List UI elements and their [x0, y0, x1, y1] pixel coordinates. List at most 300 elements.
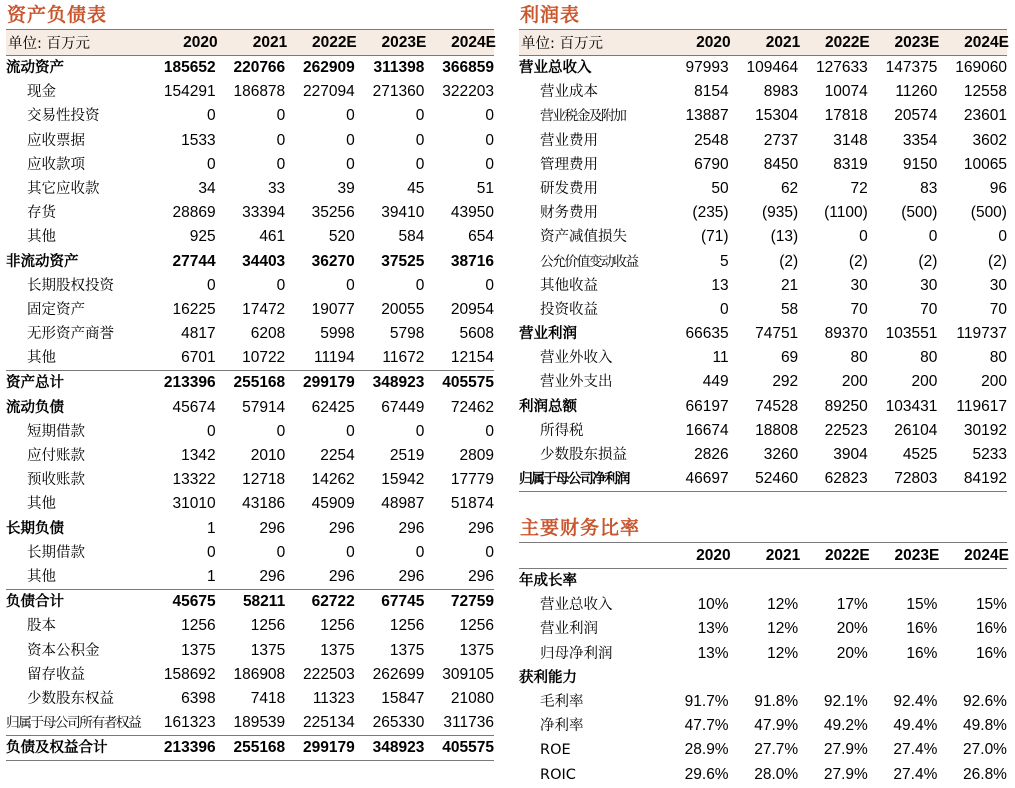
table-row: [6, 346, 494, 370]
row-value: 405575: [442, 374, 494, 392]
row-value: 58211: [242, 593, 286, 611]
row-value: 296: [398, 567, 425, 585]
row-value: 15942: [381, 471, 425, 489]
row-value: 62823: [824, 470, 868, 488]
row-value: 925: [189, 228, 216, 246]
row-value: 62: [780, 179, 799, 197]
row-value: 0: [206, 422, 216, 440]
row-value: 520: [328, 228, 355, 246]
row-value: 366859: [442, 59, 494, 76]
row-value: 20574: [894, 107, 938, 125]
row-value: 11260: [895, 83, 938, 101]
row-label: 营业外支出: [540, 374, 613, 391]
row-value: 16674: [685, 421, 729, 439]
row-value: 103551: [885, 325, 938, 343]
row-label: 负债及权益合计: [6, 740, 108, 757]
row-label: 研发费用: [540, 180, 598, 197]
table-row: [6, 201, 494, 225]
row-value: 222503: [303, 665, 355, 683]
table-row: [519, 569, 1007, 593]
row-value: 12718: [242, 471, 286, 489]
row-label: 长期负债: [6, 520, 64, 537]
row-value: 47.9%: [754, 717, 799, 735]
row-value: (500): [901, 204, 938, 222]
row-label: 营业成本: [540, 84, 598, 101]
row-value: 30: [920, 276, 938, 294]
table-row: [519, 666, 1007, 690]
row-value: 7418: [250, 689, 286, 707]
row-value: 34403: [242, 252, 286, 270]
row-value: 62722: [311, 593, 355, 611]
row-value: 11672: [382, 349, 425, 367]
row-value: (1100): [824, 204, 868, 222]
row-value: 0: [485, 276, 494, 294]
balance-sheet-header: [6, 29, 494, 56]
row-value: 12558: [963, 83, 1007, 101]
row-value: 3354: [902, 131, 938, 149]
row-value: 5998: [320, 325, 355, 343]
row-value: 70: [920, 300, 938, 318]
row-value: 22523: [824, 421, 868, 439]
row-value: 0: [276, 107, 286, 125]
row-value: 1375: [389, 641, 425, 659]
row-value: 37525: [381, 252, 425, 270]
row-label: 股本: [27, 618, 56, 635]
table-row: [6, 153, 494, 177]
row-value: 17818: [824, 107, 868, 125]
row-value: 0: [206, 107, 216, 125]
row-value: 161323: [163, 714, 216, 732]
row-value: 12%: [767, 644, 799, 662]
row-value: 0: [415, 131, 425, 149]
table-row: [6, 420, 494, 444]
row-value: 66635: [685, 325, 729, 343]
row-value: 189539: [233, 714, 286, 732]
row-value: 16%: [975, 644, 1007, 662]
row-value: 72: [850, 179, 868, 197]
row-value: 0: [415, 543, 425, 561]
row-value: 74751: [755, 325, 799, 343]
row-value: 92.4%: [893, 692, 938, 710]
row-label: 短期借款: [27, 423, 85, 440]
table-row: [6, 80, 494, 104]
table-row: [519, 617, 1007, 641]
row-value: 13%: [697, 620, 729, 638]
row-value: 1256: [320, 617, 355, 635]
row-value: 200: [911, 373, 938, 391]
table-row: [6, 468, 494, 492]
income-statement-title: 利润表: [520, 4, 581, 26]
row-value: 70: [989, 300, 1007, 318]
row-value: 23601: [963, 107, 1007, 125]
row-value: 449: [702, 373, 729, 391]
row-value: 169060: [955, 59, 1007, 76]
row-value: 15%: [906, 596, 938, 614]
row-label: 营业利润: [519, 326, 577, 343]
row-value: 13%: [697, 644, 729, 662]
row-label: 营业总收入: [540, 597, 613, 614]
row-label: ROIC: [540, 766, 576, 783]
row-value: 91.8%: [754, 692, 799, 710]
table-row: [6, 663, 494, 687]
row-value: 296: [259, 519, 286, 537]
row-value: 4817: [181, 325, 216, 343]
row-value: 67449: [381, 398, 425, 416]
table-row: [6, 687, 494, 711]
row-value: 92.6%: [963, 692, 1007, 710]
row-label: 营业总收入: [519, 60, 592, 76]
row-value: 70: [850, 300, 868, 318]
row-value: (2): [918, 252, 938, 270]
row-value: 49.4%: [893, 717, 938, 735]
row-value: 13: [711, 276, 729, 294]
row-label: 归属于母公司所有者权益: [6, 715, 141, 732]
row-value: 28.9%: [684, 741, 729, 759]
row-label: 非流动资产: [6, 253, 79, 270]
row-label: 获利能力: [519, 669, 577, 686]
row-value: 0: [415, 422, 425, 440]
row-value: 28.0%: [754, 765, 799, 783]
row-value: 27.0%: [963, 741, 1007, 759]
row-value: 45675: [172, 593, 216, 611]
row-value: 296: [328, 519, 355, 537]
row-value: 2548: [694, 131, 729, 149]
ratios-title: 主要财务比率: [520, 517, 641, 539]
row-value: 1256: [181, 617, 216, 635]
row-value: 36270: [311, 252, 355, 270]
row-value: 72462: [450, 398, 494, 416]
row-value: 12154: [450, 349, 494, 367]
table-row: [519, 104, 1007, 128]
row-value: 292: [772, 373, 799, 391]
row-label: 少数股东损益: [540, 447, 627, 463]
row-value: 127633: [816, 59, 868, 76]
row-value: 158692: [163, 665, 216, 683]
income-statement-rows: [519, 56, 1007, 492]
row-value: 654: [468, 228, 494, 246]
table-row: [519, 56, 1007, 80]
table-row: [6, 129, 494, 153]
row-value: 8319: [833, 155, 868, 173]
row-value: 186908: [233, 665, 286, 683]
row-value: 33394: [242, 204, 286, 222]
row-value: 11: [712, 349, 729, 367]
row-value: 84192: [963, 470, 1007, 488]
row-value: 0: [276, 276, 286, 294]
table-row: [519, 370, 1007, 394]
row-value: 47.7%: [684, 717, 729, 735]
year-header: 2022E: [824, 546, 870, 564]
row-value: 28869: [172, 204, 216, 222]
row-label: 存货: [27, 205, 56, 222]
income-statement-header: [519, 29, 1007, 56]
row-value: 0: [276, 155, 286, 173]
row-value: 213396: [163, 739, 216, 757]
year-header: 2023E: [381, 33, 427, 51]
row-value: 14262: [311, 471, 355, 489]
row-value: 5798: [389, 325, 425, 343]
row-value: 20954: [450, 300, 494, 318]
row-value: 12%: [767, 620, 799, 638]
table-row: [6, 274, 494, 298]
row-value: 74528: [755, 397, 799, 415]
row-value: 119617: [956, 397, 1007, 415]
row-value: 43950: [450, 204, 494, 222]
row-value: 21080: [450, 689, 494, 707]
table-row: [519, 690, 1007, 714]
row-label: 资本公积金: [27, 642, 100, 659]
row-value: 89250: [824, 397, 868, 415]
row-value: 405575: [442, 739, 494, 757]
row-value: 69: [780, 349, 799, 367]
row-value: 15847: [381, 689, 425, 707]
row-value: 15%: [975, 596, 1007, 614]
row-label: 营业利润: [540, 621, 598, 638]
row-value: 0: [206, 543, 216, 561]
row-value: 34: [198, 179, 216, 197]
row-value: 119737: [956, 325, 1007, 343]
row-label: 资产减值损失: [540, 229, 627, 246]
row-value: 48987: [381, 495, 425, 513]
row-label: 应收票据: [27, 132, 85, 149]
table-row: [6, 298, 494, 322]
row-value: 584: [398, 228, 425, 246]
table-row: [6, 444, 494, 468]
table-row: [519, 467, 1007, 492]
row-value: 1256: [459, 617, 494, 635]
row-value: 461: [259, 228, 286, 246]
row-value: 39: [337, 179, 355, 197]
table-row: [519, 153, 1007, 177]
row-value: 20%: [836, 620, 868, 638]
row-value: 72759: [450, 593, 494, 611]
row-value: (13): [770, 228, 799, 246]
row-value: 0: [485, 422, 494, 440]
row-value: 348923: [372, 739, 425, 757]
table-row: [519, 346, 1007, 370]
row-value: 80: [920, 349, 938, 367]
table-row: [519, 322, 1007, 346]
row-label: 营业费用: [540, 132, 598, 149]
row-value: 311398: [373, 59, 425, 76]
table-row: [6, 639, 494, 663]
row-value: 72803: [894, 470, 938, 488]
row-value: (235): [692, 204, 729, 222]
table-row: [6, 322, 494, 346]
year-header: 2024E: [964, 546, 1009, 564]
row-label: 流动负债: [6, 399, 64, 416]
row-value: 11323: [312, 689, 355, 707]
row-value: 58: [780, 300, 799, 318]
unit-label: 单位: 百万元: [521, 36, 603, 52]
row-value: 0: [415, 107, 425, 125]
row-value: 45: [407, 179, 425, 197]
row-value: 13887: [685, 107, 729, 125]
row-label: 留存收益: [27, 666, 85, 683]
row-value: 13322: [172, 471, 216, 489]
row-value: 0: [415, 276, 425, 294]
row-value: 20%: [836, 644, 868, 662]
table-row: [519, 642, 1007, 666]
table-row: [6, 517, 494, 541]
row-label: 利润总额: [519, 398, 577, 415]
row-value: 10722: [242, 349, 286, 367]
row-value: 0: [206, 155, 216, 173]
table-row: [6, 396, 494, 420]
year-header: 2024E: [451, 33, 496, 51]
row-value: 8983: [763, 83, 799, 101]
row-label: 资产总计: [6, 375, 64, 392]
row-value: 0: [415, 155, 425, 173]
row-value: 271360: [372, 83, 425, 101]
table-row: [6, 104, 494, 128]
row-value: 43186: [242, 495, 286, 513]
row-value: 0: [485, 131, 494, 149]
row-value: 27.7%: [754, 741, 799, 759]
row-label: 其他: [27, 229, 56, 246]
row-label: 无形资产商誉: [27, 326, 114, 343]
row-value: 62425: [311, 398, 355, 416]
row-label: 应付账款: [27, 448, 85, 464]
row-value: 296: [468, 519, 494, 537]
row-value: 1: [206, 567, 216, 585]
row-value: 147375: [885, 59, 938, 76]
row-value: 265330: [372, 714, 425, 732]
year-header: 2020: [696, 33, 731, 51]
row-value: 5233: [972, 446, 1007, 463]
row-value: 186878: [233, 83, 286, 101]
table-row: [519, 298, 1007, 322]
year-header: 2020: [183, 33, 218, 51]
row-value: 322203: [442, 83, 494, 101]
table-row: [6, 589, 494, 614]
row-value: 1256: [389, 617, 425, 635]
row-value: 200: [981, 373, 1007, 391]
row-label: 其他: [27, 350, 56, 367]
table-row: [519, 763, 1007, 787]
row-value: 220766: [233, 59, 286, 76]
row-value: 31010: [172, 495, 216, 513]
table-row: [6, 541, 494, 565]
row-value: 10065: [963, 155, 1007, 173]
row-value: 299179: [303, 374, 355, 392]
table-row: [519, 250, 1007, 274]
row-value: 12%: [767, 596, 799, 614]
row-label: 归母净利润: [540, 645, 613, 662]
row-label: 其他: [27, 568, 56, 585]
row-value: 30: [850, 276, 868, 294]
row-value: 45674: [172, 398, 216, 416]
row-value: 49.2%: [823, 717, 868, 735]
row-value: 1256: [250, 617, 286, 635]
row-value: 154291: [163, 83, 216, 101]
row-value: 10074: [824, 83, 868, 101]
row-value: 255168: [233, 739, 286, 757]
row-value: 309105: [442, 665, 494, 683]
row-value: 1533: [181, 131, 216, 149]
row-value: 2737: [763, 131, 799, 149]
row-value: 51874: [450, 495, 494, 513]
row-value: 27.4%: [893, 741, 938, 759]
row-value: 2254: [320, 447, 355, 464]
row-value: 6790: [694, 155, 729, 173]
row-label: 固定资产: [27, 301, 85, 318]
row-value: 30192: [963, 421, 1007, 439]
row-value: 6398: [181, 689, 216, 707]
row-value: 262699: [372, 665, 425, 683]
row-value: 255168: [233, 374, 286, 392]
row-value: 80: [850, 349, 868, 367]
row-value: 296: [398, 519, 425, 537]
table-row: [519, 738, 1007, 762]
row-value: 348923: [372, 374, 425, 392]
table-row: [519, 177, 1007, 201]
row-value: 0: [485, 155, 494, 173]
row-value: 35256: [311, 204, 355, 222]
row-label: 少数股东权益: [27, 690, 114, 707]
balance-sheet-panel: [6, 0, 494, 761]
row-label: 公允价值变动收益: [540, 253, 638, 270]
table-row: [6, 177, 494, 201]
row-value: 16225: [172, 300, 216, 318]
row-value: (500): [970, 204, 1007, 222]
row-value: 66197: [685, 397, 729, 415]
row-value: 225134: [303, 714, 355, 732]
row-label: 流动资产: [6, 60, 64, 76]
row-value: 17779: [450, 471, 494, 489]
unit-label: 单位: 百万元: [8, 36, 90, 52]
row-label: 年成长率: [519, 573, 577, 589]
row-value: 1375: [250, 641, 286, 659]
row-value: 3904: [833, 446, 868, 463]
row-value: 0: [346, 131, 355, 149]
row-label: 负债合计: [6, 594, 64, 611]
year-header: 2023E: [894, 33, 940, 51]
row-value: 0: [928, 228, 938, 246]
table-row: [6, 614, 494, 638]
year-header: 2021: [765, 33, 801, 51]
row-value: 2826: [694, 446, 729, 463]
year-header: 2021: [252, 33, 288, 51]
row-label: 现金: [27, 84, 56, 101]
row-label: 归属于母公司净利润: [519, 471, 629, 488]
row-value: 20055: [381, 300, 425, 318]
row-value: 30: [989, 276, 1007, 294]
row-value: 16%: [906, 620, 938, 638]
row-value: 91.7%: [684, 692, 729, 710]
year-header: 2023E: [894, 546, 940, 564]
row-label: 长期股权投资: [27, 277, 114, 294]
table-row: [6, 225, 494, 249]
row-value: 49.8%: [963, 717, 1007, 735]
row-value: 97993: [685, 59, 729, 76]
row-value: 27.4%: [893, 765, 938, 783]
row-value: 0: [346, 422, 355, 440]
row-value: 299179: [303, 739, 355, 757]
row-value: 83: [920, 179, 938, 197]
row-value: 5608: [459, 325, 494, 343]
row-value: 27744: [172, 252, 216, 270]
row-value: 17472: [242, 300, 286, 318]
row-value: 1: [206, 519, 216, 537]
row-value: 262909: [303, 59, 355, 76]
row-label: 应收款项: [27, 156, 85, 173]
row-value: 0: [485, 107, 494, 125]
row-label: 长期借款: [27, 544, 85, 561]
row-value: 17%: [836, 596, 868, 614]
row-value: 9150: [902, 155, 938, 173]
row-value: 21: [780, 276, 799, 294]
